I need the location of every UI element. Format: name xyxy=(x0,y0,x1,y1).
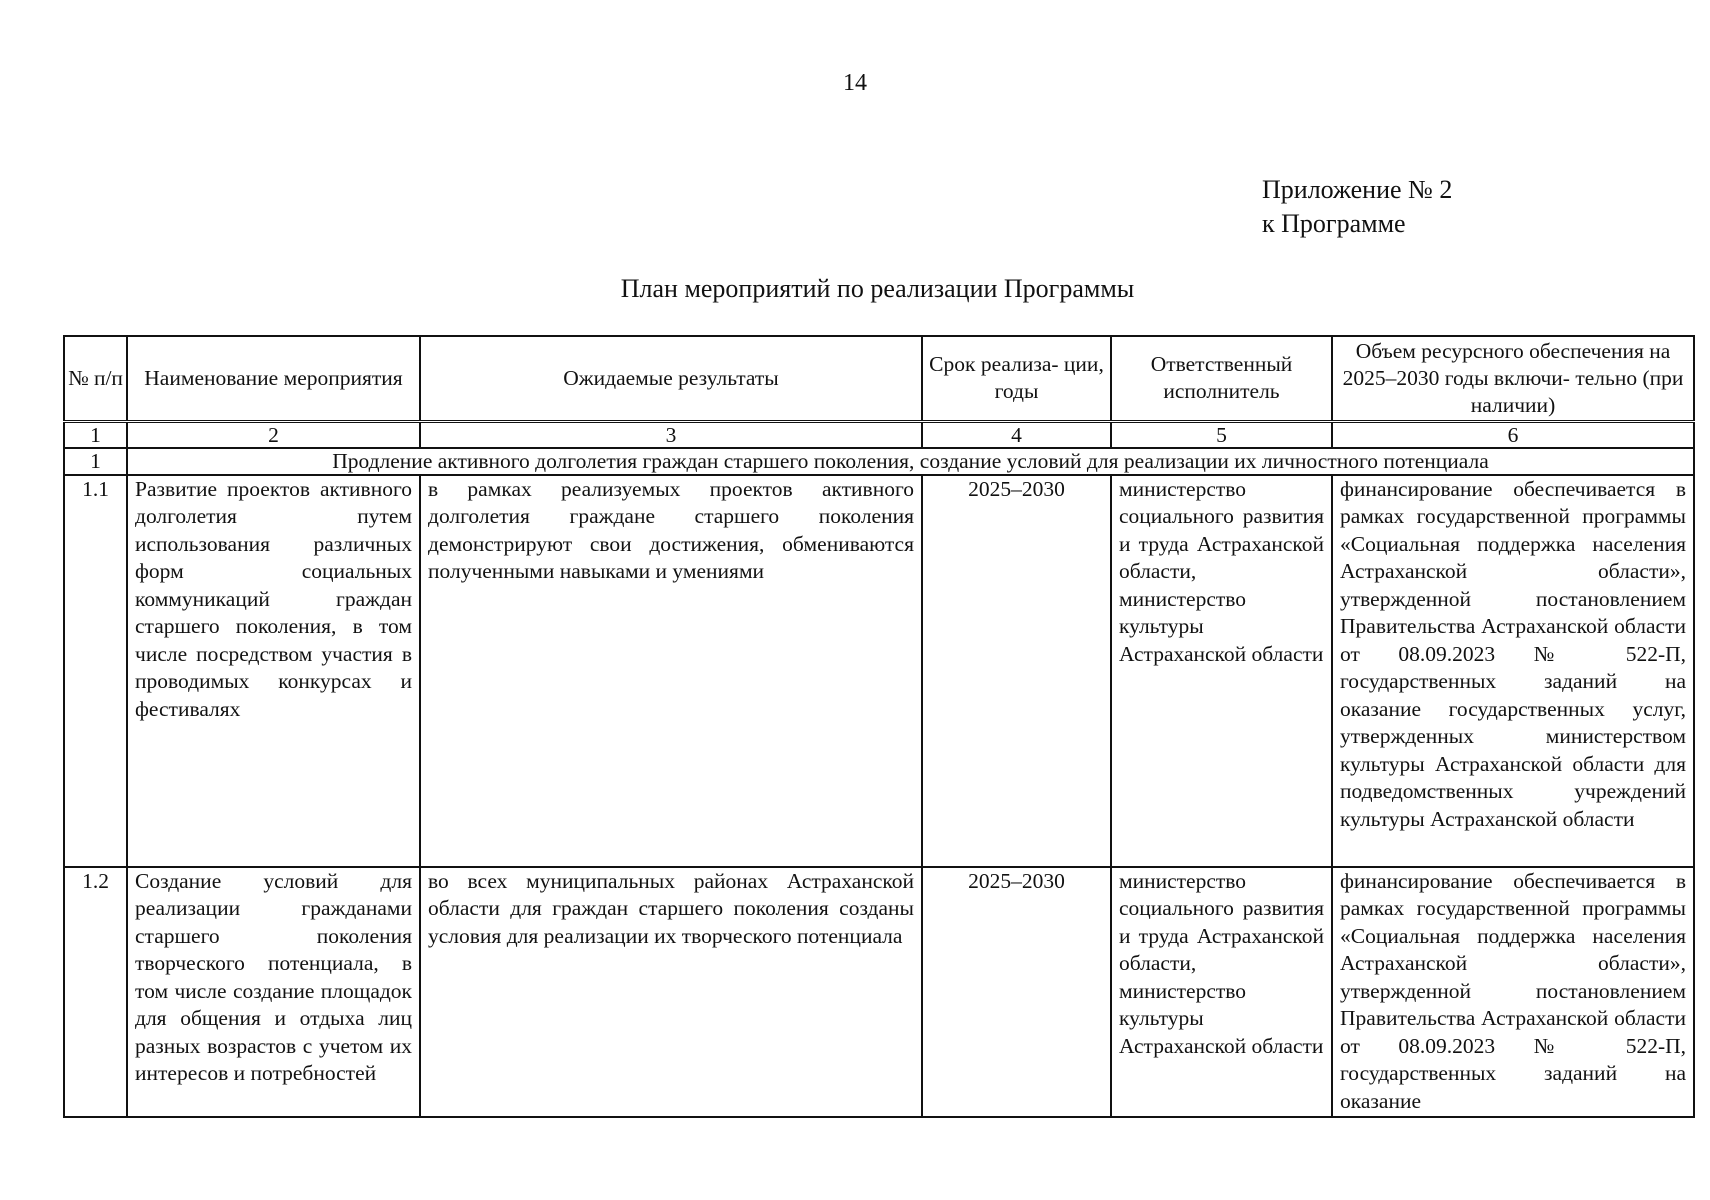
section-title: Продление активного долголетия граждан старшего поколения, создание условий для реализации их личностного потенциала xyxy=(127,448,1694,475)
responsible-executor: министерство социального развития и труда Астраханской области, министерство культуры Астраханской области xyxy=(1111,475,1332,867)
expected-results: во всех муниципальных районах Астраханской области для граждан старшего поколения созданы условия для реализации их творческого потенциала xyxy=(420,867,922,1117)
header-executor: Ответственный исполнитель xyxy=(1111,336,1332,421)
column-number: 6 xyxy=(1332,421,1694,448)
header-activity-name: Наименование мероприятия xyxy=(127,336,420,421)
activity-name: Создание условий для реализации гражданами старшего поколения творческого потенциала, в том числе создание площадок для общения и отдыха лиц разных возрастов с учетом их интересов и потребностей xyxy=(127,867,420,1117)
column-number: 5 xyxy=(1111,421,1332,448)
header-expected-results: Ожидаемые результаты xyxy=(420,336,922,421)
funding-volume: финансирование обеспечивается в рамках государственной программы «Социальная поддержка населения Астраханской области», утвержденной постановлением Правительства Астраханской области от 08.09.2023 № 522-П, государственных заданий на оказание государственных услуг, утвержденных министерством культуры Астраханской области для подведомственных учреждений культуры Астраханской области xyxy=(1332,475,1694,867)
funding-volume: финансирование обеспечивается в рамках государственной программы «Социальная поддержка населения Астраханской области», утвержденной постановлением Правительства Астраханской области от 08.09.2023 № 522-П, государственных заданий на оказание xyxy=(1332,867,1694,1117)
implementation-period: 2025–2030 xyxy=(922,475,1111,867)
document-title: План мероприятий по реализации Программы xyxy=(620,274,1135,303)
row-number: 1.2 xyxy=(64,867,127,1117)
column-number: 1 xyxy=(64,421,127,448)
table-header-row xyxy=(64,336,1694,421)
responsible-executor: министерство социального развития и труда Астраханской области, министерство культуры Астраханской области xyxy=(1111,867,1332,1117)
section-row xyxy=(64,448,1694,475)
row-number: 1.1 xyxy=(64,475,127,867)
activity-name: Развитие проектов активного долголетия путем использования различных форм социальных коммуникаций граждан старшего поколения, в том числе посредством участия в проводимых конкурсах и фестивалях xyxy=(127,475,420,867)
column-numbers-row xyxy=(64,421,1694,448)
column-number: 3 xyxy=(420,421,922,448)
appendix-line-1: Приложение № 2 xyxy=(1262,175,1453,204)
appendix-line-2: к Программе xyxy=(1262,209,1406,238)
section-number: 1 xyxy=(64,448,127,475)
implementation-period: 2025–2030 xyxy=(922,867,1111,1117)
column-number: 2 xyxy=(127,421,420,448)
header-period: Срок реализа- ции, годы xyxy=(922,336,1111,421)
page-number: 14 xyxy=(843,70,867,96)
header-funding: Объем ресурсного обеспечения на 2025–2030 годы включи- тельно (при наличии) xyxy=(1332,336,1694,421)
appendix-note xyxy=(1262,173,1452,241)
table-row xyxy=(64,867,1694,1117)
action-plan-table xyxy=(63,335,1695,1118)
table-row xyxy=(64,475,1694,867)
header-number: № п/п xyxy=(64,336,127,421)
expected-results: в рамках реализуемых проектов активного долголетия граждане старшего поколения демонстрируют свои достижения, обмениваются полученными навыками и умениями xyxy=(420,475,922,867)
column-number: 4 xyxy=(922,421,1111,448)
